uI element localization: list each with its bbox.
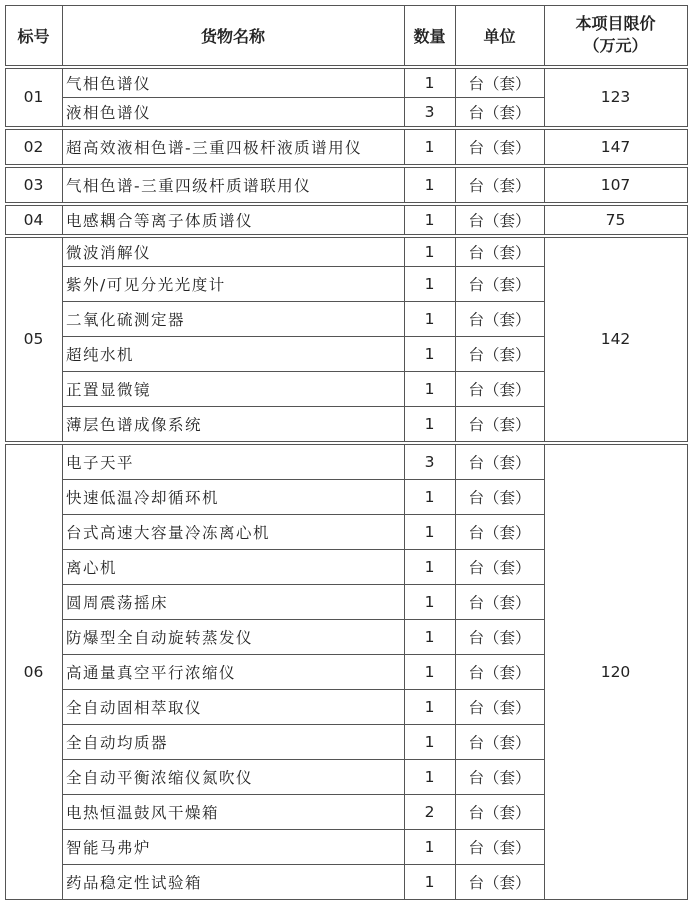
item-unit: 台（套）	[468, 873, 531, 892]
item-unit: 台（套）	[468, 453, 531, 472]
item-name: 正置显微镜	[66, 380, 152, 399]
group-price-limit: 75	[605, 210, 626, 229]
item-quantity: 1	[424, 175, 435, 194]
item-name: 气相色谱-三重四级杆质谱联用仪	[66, 176, 312, 195]
item-unit: 台（套）	[468, 593, 531, 612]
group-code: 03	[23, 175, 44, 194]
item-name: 电子天平	[66, 453, 135, 472]
column-divider	[455, 5, 456, 65]
item-name: 二氧化硫测定器	[66, 310, 186, 329]
column-divider	[404, 5, 405, 65]
item-unit: 台（套）	[468, 176, 531, 195]
item-quantity: 1	[424, 557, 435, 576]
item-quantity: 1	[424, 137, 435, 156]
item-quantity: 1	[424, 242, 435, 261]
item-name: 液相色谱仪	[66, 103, 152, 122]
item-quantity: 3	[424, 102, 435, 121]
group-code: 06	[23, 662, 44, 681]
row-divider	[5, 65, 688, 66]
group-code: 02	[23, 137, 44, 156]
item-name: 高通量真空平行浓缩仪	[66, 663, 237, 682]
item-quantity: 1	[424, 872, 435, 891]
item-name: 快速低温冷却循环机	[66, 488, 220, 507]
item-name: 全自动固相萃取仪	[66, 698, 203, 717]
item-name: 超高效液相色谱-三重四极杆液质谱用仪	[66, 138, 363, 157]
group-code: 05	[23, 330, 44, 348]
item-name: 微波消解仪	[66, 243, 152, 262]
column-divider	[62, 5, 63, 65]
item-quantity: 1	[424, 309, 435, 328]
row-divider	[5, 441, 688, 442]
item-unit: 台（套）	[468, 698, 531, 717]
column-divider	[687, 5, 688, 65]
item-quantity: 1	[424, 767, 435, 786]
column-divider	[5, 5, 6, 65]
item-name: 电感耦合等离子体质谱仪	[66, 211, 254, 230]
group-code: 01	[23, 88, 44, 106]
item-name: 气相色谱仪	[66, 74, 152, 93]
item-unit: 台（套）	[468, 663, 531, 682]
header-limit	[544, 5, 687, 65]
item-name: 紫外/可见分光光度计	[66, 275, 226, 294]
item-unit: 台（套）	[468, 415, 531, 434]
item-quantity: 1	[424, 210, 435, 229]
item-quantity: 1	[424, 487, 435, 506]
item-quantity: 2	[424, 802, 435, 821]
item-name: 台式高速大容量冷冻离心机	[66, 523, 271, 542]
item-name: 药品稳定性试验箱	[66, 873, 203, 892]
item-unit: 台（套）	[468, 103, 531, 122]
item-quantity: 1	[424, 344, 435, 363]
item-quantity: 1	[424, 522, 435, 541]
item-unit: 台（套）	[468, 310, 531, 329]
item-name: 离心机	[66, 558, 118, 577]
column-divider	[687, 205, 688, 235]
item-quantity: 1	[424, 697, 435, 716]
item-unit: 台（套）	[468, 768, 531, 787]
item-unit: 台（套）	[468, 558, 531, 577]
row-divider	[5, 126, 688, 127]
header-code: 标号	[17, 26, 50, 46]
group-price-limit: 142	[600, 330, 631, 348]
header-limit-line2: （万元）	[583, 36, 648, 55]
group-price-limit: 120	[600, 662, 631, 681]
item-unit: 台（套）	[468, 275, 531, 294]
item-unit: 台（套）	[468, 345, 531, 364]
item-unit: 台（套）	[468, 243, 531, 262]
item-unit: 台（套）	[468, 733, 531, 752]
column-divider	[544, 5, 545, 65]
header-limit-line1: 本项目限价	[575, 14, 656, 33]
column-divider	[687, 444, 688, 900]
procurement-table	[5, 5, 687, 892]
item-quantity: 1	[424, 662, 435, 681]
item-quantity: 1	[424, 592, 435, 611]
item-quantity: 1	[424, 732, 435, 751]
item-quantity: 1	[424, 379, 435, 398]
item-name: 电热恒温鼓风干燥箱	[66, 803, 220, 822]
item-quantity: 1	[424, 414, 435, 433]
item-quantity: 1	[424, 274, 435, 293]
item-name: 超纯水机	[66, 345, 135, 364]
group-price-limit: 107	[600, 175, 631, 194]
item-name: 智能马弗炉	[66, 838, 152, 857]
item-name: 圆周震荡摇床	[66, 593, 169, 612]
item-quantity: 3	[424, 452, 435, 471]
row-divider	[5, 234, 688, 235]
item-unit: 台（套）	[468, 380, 531, 399]
row-divider	[5, 164, 688, 165]
column-divider	[687, 129, 688, 165]
column-divider	[687, 237, 688, 442]
item-quantity: 1	[424, 837, 435, 856]
item-quantity: 1	[424, 73, 435, 92]
group-price-limit: 123	[600, 88, 631, 106]
column-divider	[687, 68, 688, 127]
row-divider	[5, 202, 688, 203]
item-unit: 台（套）	[468, 211, 531, 230]
item-unit: 台（套）	[468, 523, 531, 542]
header-name: 货物名称	[200, 26, 265, 46]
item-name: 薄层色谱成像系统	[66, 415, 203, 434]
item-unit: 台（套）	[468, 138, 531, 157]
item-name: 全自动均质器	[66, 733, 169, 752]
item-unit: 台（套）	[468, 838, 531, 857]
item-unit: 台（套）	[468, 488, 531, 507]
row-divider	[5, 5, 688, 6]
item-unit: 台（套）	[468, 803, 531, 822]
column-divider	[687, 167, 688, 203]
item-quantity: 1	[424, 627, 435, 646]
item-name: 全自动平衡浓缩仪氮吹仪	[66, 768, 254, 787]
group-price-limit: 147	[600, 137, 631, 156]
item-name: 防爆型全自动旋转蒸发仪	[66, 628, 254, 647]
header-qty: 数量	[413, 26, 446, 46]
header-unit: 单位	[483, 26, 516, 46]
group-code: 04	[23, 210, 44, 229]
item-unit: 台（套）	[468, 628, 531, 647]
item-unit: 台（套）	[468, 74, 531, 93]
